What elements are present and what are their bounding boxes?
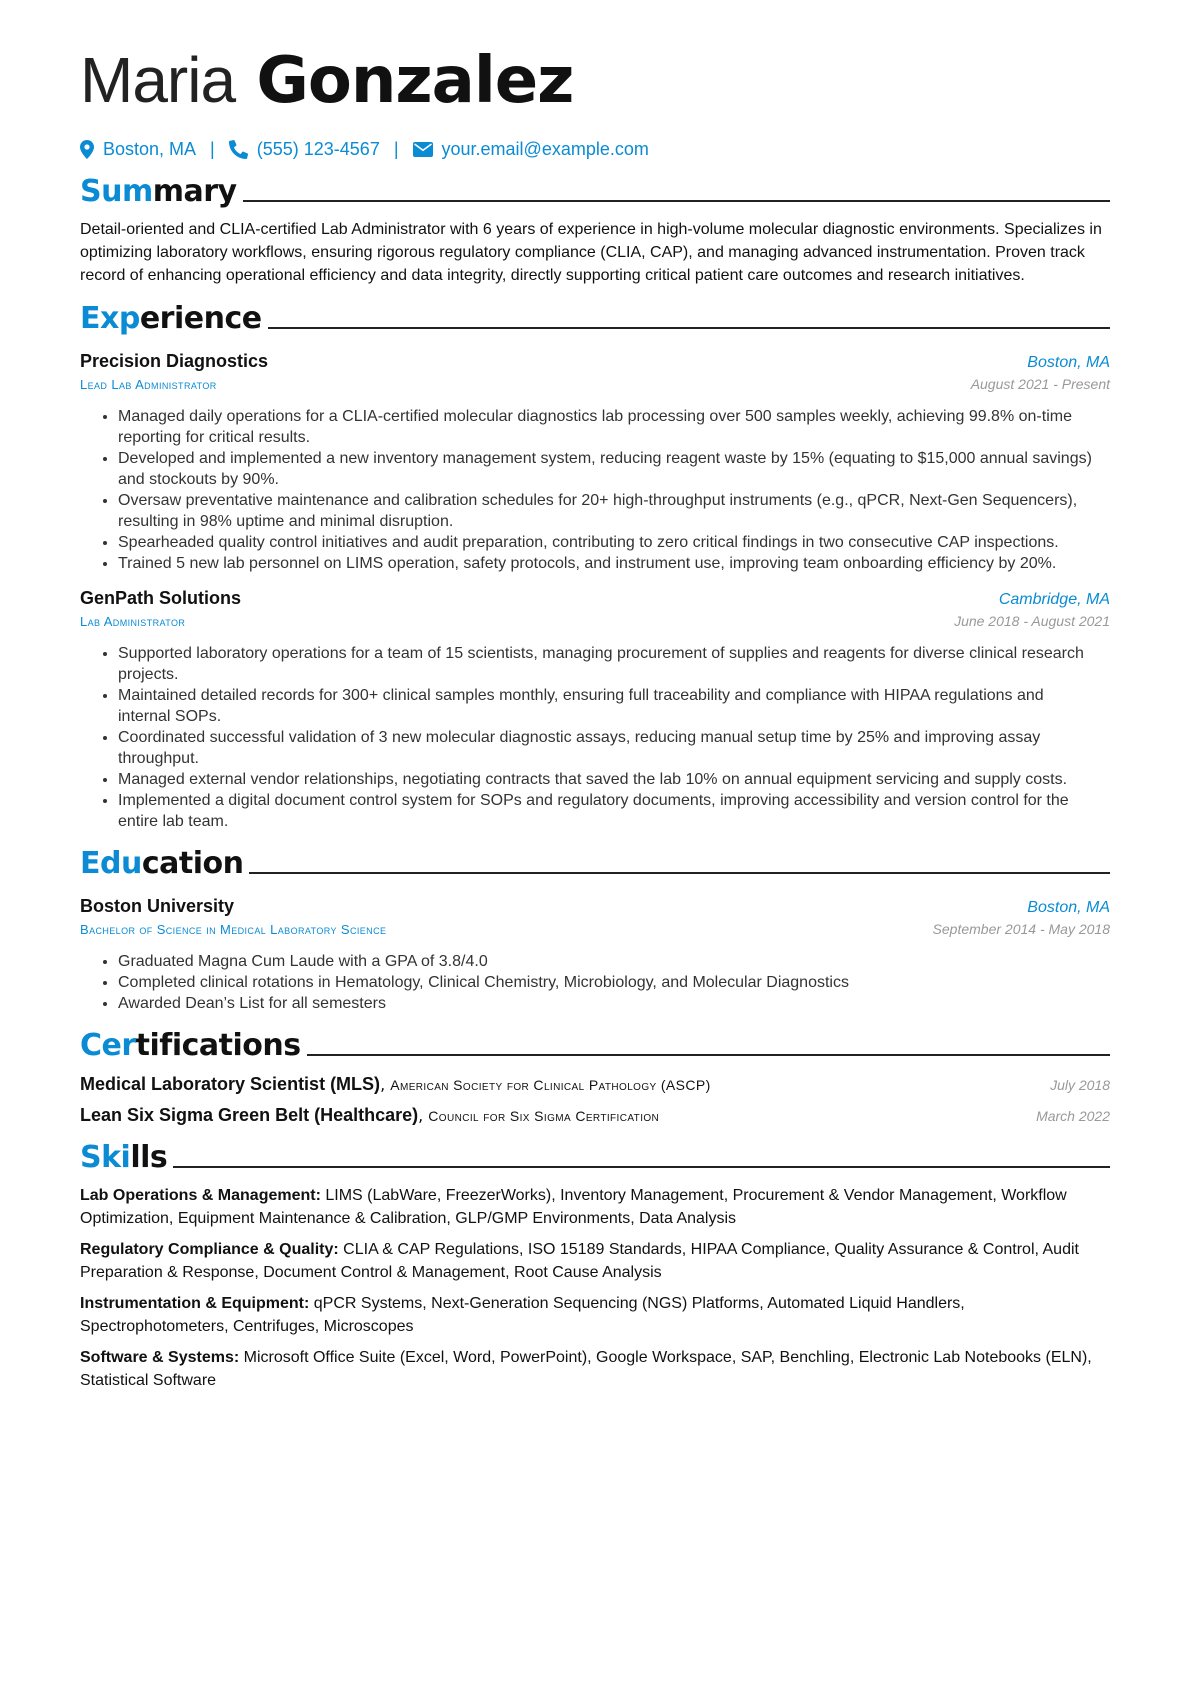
- contact-location: [80, 139, 196, 160]
- email-link[interactable]: your.email@example.com: [441, 139, 649, 159]
- certification-issuer: American Society for Clinical Pathology (ASCP): [390, 1077, 711, 1093]
- company-name: GenPath Solutions: [80, 588, 242, 608]
- certification-name: Lean Six Sigma Green Belt (Healthcare): [80, 1105, 419, 1125]
- skill-label: Regulatory Compliance & Quality:: [80, 1241, 339, 1258]
- list-item: • Trained 5 new lab personnel on LIMS operation, safety protocols, and instrument use, improving team onboarding efficiency by 20%.: [118, 553, 1110, 574]
- skill-values: LIMS (LabWare, FreezerWorks), Inventory Management, Procurement & Vendor Management, Workflow Optimization, Equipment Maintenance & Calibration, GLP/GMP Environments, Data Analysis: [80, 1187, 1067, 1227]
- certification-date: July 2018: [1050, 1077, 1110, 1093]
- skills-heading: [80, 1140, 1110, 1176]
- skill-group: [80, 1184, 1110, 1230]
- certification-date: March 2022: [1036, 1108, 1110, 1124]
- phone-icon: [229, 140, 248, 159]
- skill-values: CLIA & CAP Regulations, ISO 15189 Standards, HIPAA Compliance, Quality Assurance & Control, Audit Preparation & Response, Document Control & Management, Root Cause Analysis: [80, 1241, 1079, 1281]
- education-entry: [80, 896, 1110, 1014]
- summary-heading: [80, 174, 1110, 210]
- company-name: Precision Diagnostics: [80, 351, 269, 371]
- education-bullets: [80, 951, 1110, 1014]
- heading-rest: erience: [139, 301, 262, 336]
- list-item: • Developed and implemented a new inventory management system, reducing reagent waste by 15% (equating to $15,000 annual savings) and stockouts by 90%.: [118, 448, 1110, 490]
- experience-heading: [80, 301, 1110, 337]
- certifications-heading: [80, 1028, 1110, 1064]
- skill-values: Microsoft Office Suite (Excel, Word, PowerPoint), Google Workspace, SAP, Benchling, Electronic Lab Notebooks (ELN), Statistical Software: [80, 1349, 1092, 1389]
- heading-rest: cation: [141, 846, 244, 881]
- contact-email[interactable]: [413, 139, 649, 160]
- heading-accent: Ski: [80, 1140, 131, 1175]
- separator: |: [393, 139, 399, 159]
- certification-issuer: Council for Six Sigma Certification: [428, 1108, 660, 1124]
- separator: |: [210, 139, 215, 159]
- job-dates: August 2021 - Present: [970, 376, 1110, 392]
- section-rule: [243, 200, 1110, 202]
- last-name: Gonzalez: [256, 44, 574, 118]
- skill-label: Instrumentation & Equipment:: [80, 1295, 310, 1312]
- list-item: • Implemented a digital document control system for SOPs and regulatory documents, improving accessibility and version control for the entire lab team.: [118, 790, 1110, 832]
- experience-entry: [80, 588, 1110, 832]
- section-rule: [249, 872, 1110, 874]
- contact-bar: [80, 139, 1110, 160]
- first-name: Maria: [80, 44, 236, 116]
- heading-accent: Sum: [80, 174, 153, 209]
- location-text: Boston, MA: [103, 139, 197, 159]
- heading-accent: Cer: [80, 1028, 136, 1063]
- contact-phone[interactable]: [229, 139, 380, 160]
- job-title: Lead Lab Administrator: [80, 377, 217, 392]
- degree: Bachelor of Science in Medical Laboratory Science: [80, 922, 387, 937]
- heading-rest: mary: [152, 174, 237, 209]
- list-item: • Managed daily operations for a CLIA-certified molecular diagnostics lab processing over 500 samples weekly, achieving 99.8% on-time reporting for critical results.: [118, 406, 1110, 448]
- job-location: Boston, MA: [1027, 354, 1110, 371]
- job-location: Cambridge, MA: [998, 591, 1110, 608]
- section-rule: [268, 327, 1110, 329]
- skill-label: Lab Operations & Management:: [80, 1187, 321, 1204]
- job-dates: June 2018 - August 2021: [954, 613, 1110, 629]
- experience-entry: [80, 351, 1110, 574]
- heading-accent: Edu: [80, 846, 142, 881]
- candidate-name: [80, 42, 1110, 119]
- section-rule: [307, 1054, 1110, 1056]
- list-item: • Completed clinical rotations in Hematology, Clinical Chemistry, Microbiology, and Molecular Diagnostics: [118, 972, 1110, 993]
- list-item: • Oversaw preventative maintenance and calibration schedules for 20+ high-throughput instruments (e.g., qPCR, Next-Gen Sequencers), resulting in 98% uptime and minimal disruption.: [118, 490, 1110, 532]
- job-bullets: [80, 643, 1110, 832]
- school-location: Boston, MA: [1027, 899, 1110, 916]
- education-dates: September 2014 - May 2018: [932, 921, 1110, 937]
- list-item: • Maintained detailed records for 300+ clinical samples monthly, ensuring full traceability and compliance with HIPAA regulations and internal SOPs.: [118, 685, 1110, 727]
- certification-item: Medical Laboratory Scientist (MLS), American Society for Clinical Pathology (ASCP) July 2018: [80, 1074, 1110, 1094]
- skill-label: Software & Systems:: [80, 1349, 240, 1366]
- job-title: Lab Administrator: [80, 614, 186, 629]
- skill-group: [80, 1346, 1110, 1392]
- heading-rest: tifications: [135, 1028, 301, 1063]
- skill-group: [80, 1238, 1110, 1284]
- map-pin-icon: [80, 140, 94, 159]
- summary-text: Detail-oriented and CLIA-certified Lab Administrator with 6 years of experience in high-volume molecular diagnostic environments. Specializes in optimizing laboratory workflows, ensuring rigorous regulatory compliance (CLIA, CAP), and managing advanced instrumentation. Proven track record of enhancing operational efficiency and data integrity, directly supporting critical patient care outcomes and research initiatives.: [80, 221, 1102, 284]
- list-item: • Supported laboratory operations for a team of 15 scientists, managing procurement of supplies and reagents for diverse clinical research projects.: [118, 643, 1110, 685]
- certification-item: Lean Six Sigma Green Belt (Healthcare), Council for Six Sigma Certification March 2022: [80, 1105, 1110, 1125]
- skill-values: qPCR Systems, Next-Generation Sequencing (NGS) Platforms, Automated Liquid Handlers, Spectrophotometers, Centrifuges, Microscopes: [80, 1295, 965, 1335]
- list-item: • Graduated Magna Cum Laude with a GPA of 3.8/4.0: [118, 951, 1110, 972]
- list-item: • Managed external vendor relationships, negotiating contracts that saved the lab 10% on annual equipment servicing and supply costs.: [118, 769, 1110, 790]
- skill-group: [80, 1292, 1110, 1338]
- heading-accent: Exp: [80, 301, 140, 336]
- phone-text[interactable]: (555) 123-4567: [256, 139, 380, 159]
- list-item: • Coordinated successful validation of 3 new molecular diagnostic assays, reducing manual setup time by 25% and improving assay throughput.: [118, 727, 1110, 769]
- section-rule: [173, 1166, 1110, 1168]
- certification-name: Medical Laboratory Scientist (MLS): [80, 1074, 381, 1094]
- list-item: • Spearheaded quality control initiatives and audit preparation, contributing to zero critical findings in two consecutive CAP inspections.: [118, 532, 1110, 553]
- heading-rest: lls: [130, 1140, 168, 1175]
- list-item: • Awarded Dean’s List for all semesters: [118, 993, 1110, 1014]
- education-heading: [80, 846, 1110, 882]
- envelope-icon: [413, 142, 433, 157]
- job-bullets: [80, 406, 1110, 574]
- school-name: Boston University: [80, 896, 235, 916]
